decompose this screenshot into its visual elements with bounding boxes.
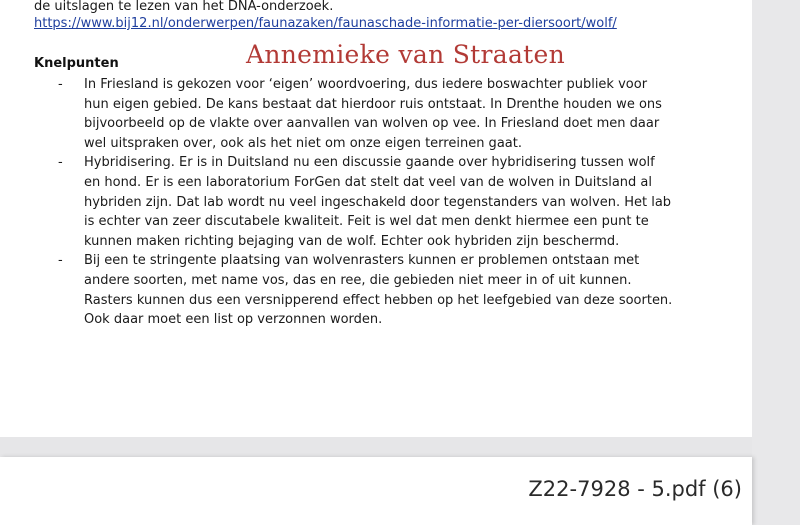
list-item (34, 251, 674, 329)
list-item (34, 153, 674, 251)
source-link[interactable]: https://www.bij12.nl/onderwerpen/faunazaken/faunaschade-informatie-per-diersoort/wolf/ (34, 16, 617, 31)
bullet-dash: - (58, 77, 63, 92)
bullet-text: Hybridisering. Er is in Duitsland nu een discussie gaande over hybridisering tussen wolf en hond. Er is een laboratorium ForGen dat stelt dat veel van de wolven in Duitsland al hybriden zijn. Dat lab wordt nu veel ingeschakeld door tegenstanders van wolven. Het lab is echter van zeer discutabele kwaliteit. Feit is wel dat men denkt hiermee een punt te kunnen maken richting bejaging van de wolf. Echter ook hybriden zijn beschermd. (84, 155, 672, 249)
bullet-dash: - (58, 155, 63, 171)
viewer-margin (752, 0, 800, 525)
list-item (34, 75, 674, 153)
bullet-dash: - (58, 253, 63, 269)
file-name-label: Z22-7928 - 5.pdf (6) (528, 477, 742, 501)
page-separator (0, 437, 800, 457)
bullet-text: Bij een te stringente plaatsing van wolvenrasters kunnen er problemen ontstaan met andere soorten, met name vos, das en ree, die gebieden niet meer in of uit kunnen. Rasters kunnen dus een versnipperend effect hebben op het leefgebied van deze soorten. Ook daar moet een list op verzonnen worden. (84, 253, 673, 328)
section-heading: Knelpunten (34, 56, 119, 71)
bullet-list (34, 75, 674, 330)
bullet-text: In Friesland is gekozen voor ‘eigen’ woordvoering, dus iedere boswachter publiek voor hun eigen gebied. De kans bestaat dat hierdoor ruis ontstaat. In Drenthe houden we ons bijvoorbeeld op de vlakte over aanvallen van wolven op vee. In Friesland doet men daar wel uitspraken over, ook als het niet om onze eigen terreinen gaat. (84, 77, 662, 151)
handwritten-signature-name: Annemieke van Straaten (246, 40, 565, 69)
top-text-line: de uitslagen te lezen van het DNA-onderzoek. (34, 0, 334, 14)
